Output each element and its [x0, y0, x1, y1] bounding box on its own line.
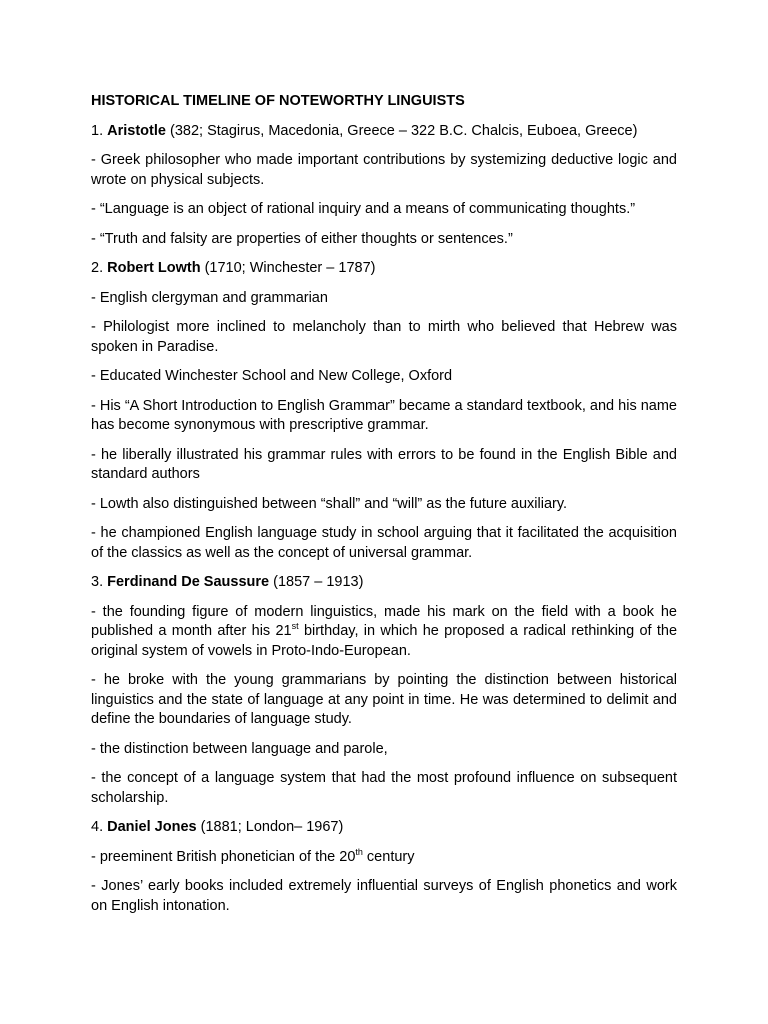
- entry-point: - Greek philosopher who made important contributions by systemizing deductive logic and wrote on physical subjects.: [91, 152, 677, 188]
- entry-heading-saussure: [91, 573, 677, 593]
- entry-number: 4.: [91, 819, 104, 835]
- entry-point: [91, 848, 677, 868]
- linguist-dates: (1710; Winchester – 1787): [204, 260, 376, 276]
- entry-heading-jones: [91, 818, 677, 838]
- linguist-name: Daniel Jones: [107, 819, 197, 835]
- entry-point: - the distinction between language and parole,: [91, 740, 388, 757]
- entry-number: 2.: [91, 260, 104, 276]
- entry-heading-lowth: [91, 259, 677, 279]
- point-text: birthday, in which he proposed a radical rethinking of the original system of vowels in Proto-Indo-European.: [91, 623, 678, 659]
- entry-number: 1.: [91, 122, 104, 139]
- entry-point: - Educated Winchester School and New College, Oxford: [91, 368, 453, 384]
- entry-heading-aristotle: [91, 122, 677, 142]
- linguist-name: Ferdinand De Saussure: [107, 574, 270, 590]
- ordinal-suffix: th: [355, 846, 363, 857]
- entry-point: [91, 603, 677, 662]
- linguist-name: Aristotle: [107, 122, 166, 139]
- point-text: - preeminent British phonetician of the 20: [91, 848, 356, 865]
- linguist-name: Robert Lowth: [107, 260, 201, 276]
- entry-point: - “Truth and falsity are properties of either thoughts or sentences.”: [91, 230, 513, 247]
- entry-point: - Lowth also distinguished between “shall” and “will” as the future auxiliary.: [91, 495, 568, 512]
- point-text: - the founding figure of modern linguistics, made his mark on the field with a book he published a month after his 21: [91, 603, 677, 639]
- linguist-dates: (1857 – 1913): [273, 574, 364, 590]
- entry-point: - English clergyman and grammarian: [91, 289, 328, 306]
- entry-point: - His “A Short Introduction to English Grammar” became a standard textbook, and his name has become synonymous with prescriptive grammar.: [91, 397, 677, 433]
- entry-point: - Philologist more inclined to melancholy than to mirth who believed that Hebrew was spoken in Paradise.: [91, 319, 677, 355]
- ordinal-suffix: st: [291, 621, 299, 632]
- document-body: [91, 92, 677, 926]
- entry-number: 3.: [91, 574, 104, 590]
- point-text: century: [362, 848, 415, 865]
- entry-point: - he championed English language study in school arguing that it facilitated the acquisition of the classics as well as the concept of universal grammar.: [91, 525, 677, 561]
- entry-point: - he liberally illustrated his grammar rules with errors to be found in the English Bible and standard authors: [91, 446, 677, 482]
- linguist-dates: (382; Stagirus, Macedonia, Greece – 322 B.C. Chalcis, Euboea, Greece): [169, 122, 638, 139]
- entry-point: - Jones’ early books included extremely influential surveys of English phonetics and work on English intonation.: [91, 878, 677, 914]
- document-title: HISTORICAL TIMELINE OF NOTEWORTHY LINGUISTS: [91, 93, 465, 109]
- entry-point: - “Language is an object of rational inquiry and a means of communicating thoughts.”: [91, 201, 636, 217]
- entry-point: - he broke with the young grammarians by pointing the distinction between historical linguistics and the state of language at any point in time. He was determined to delimit and define the boundaries of language study.: [91, 672, 677, 727]
- entry-point: - the concept of a language system that had the most profound influence on subsequent scholarship.: [91, 770, 677, 806]
- linguist-dates: (1881; London– 1967): [200, 819, 344, 835]
